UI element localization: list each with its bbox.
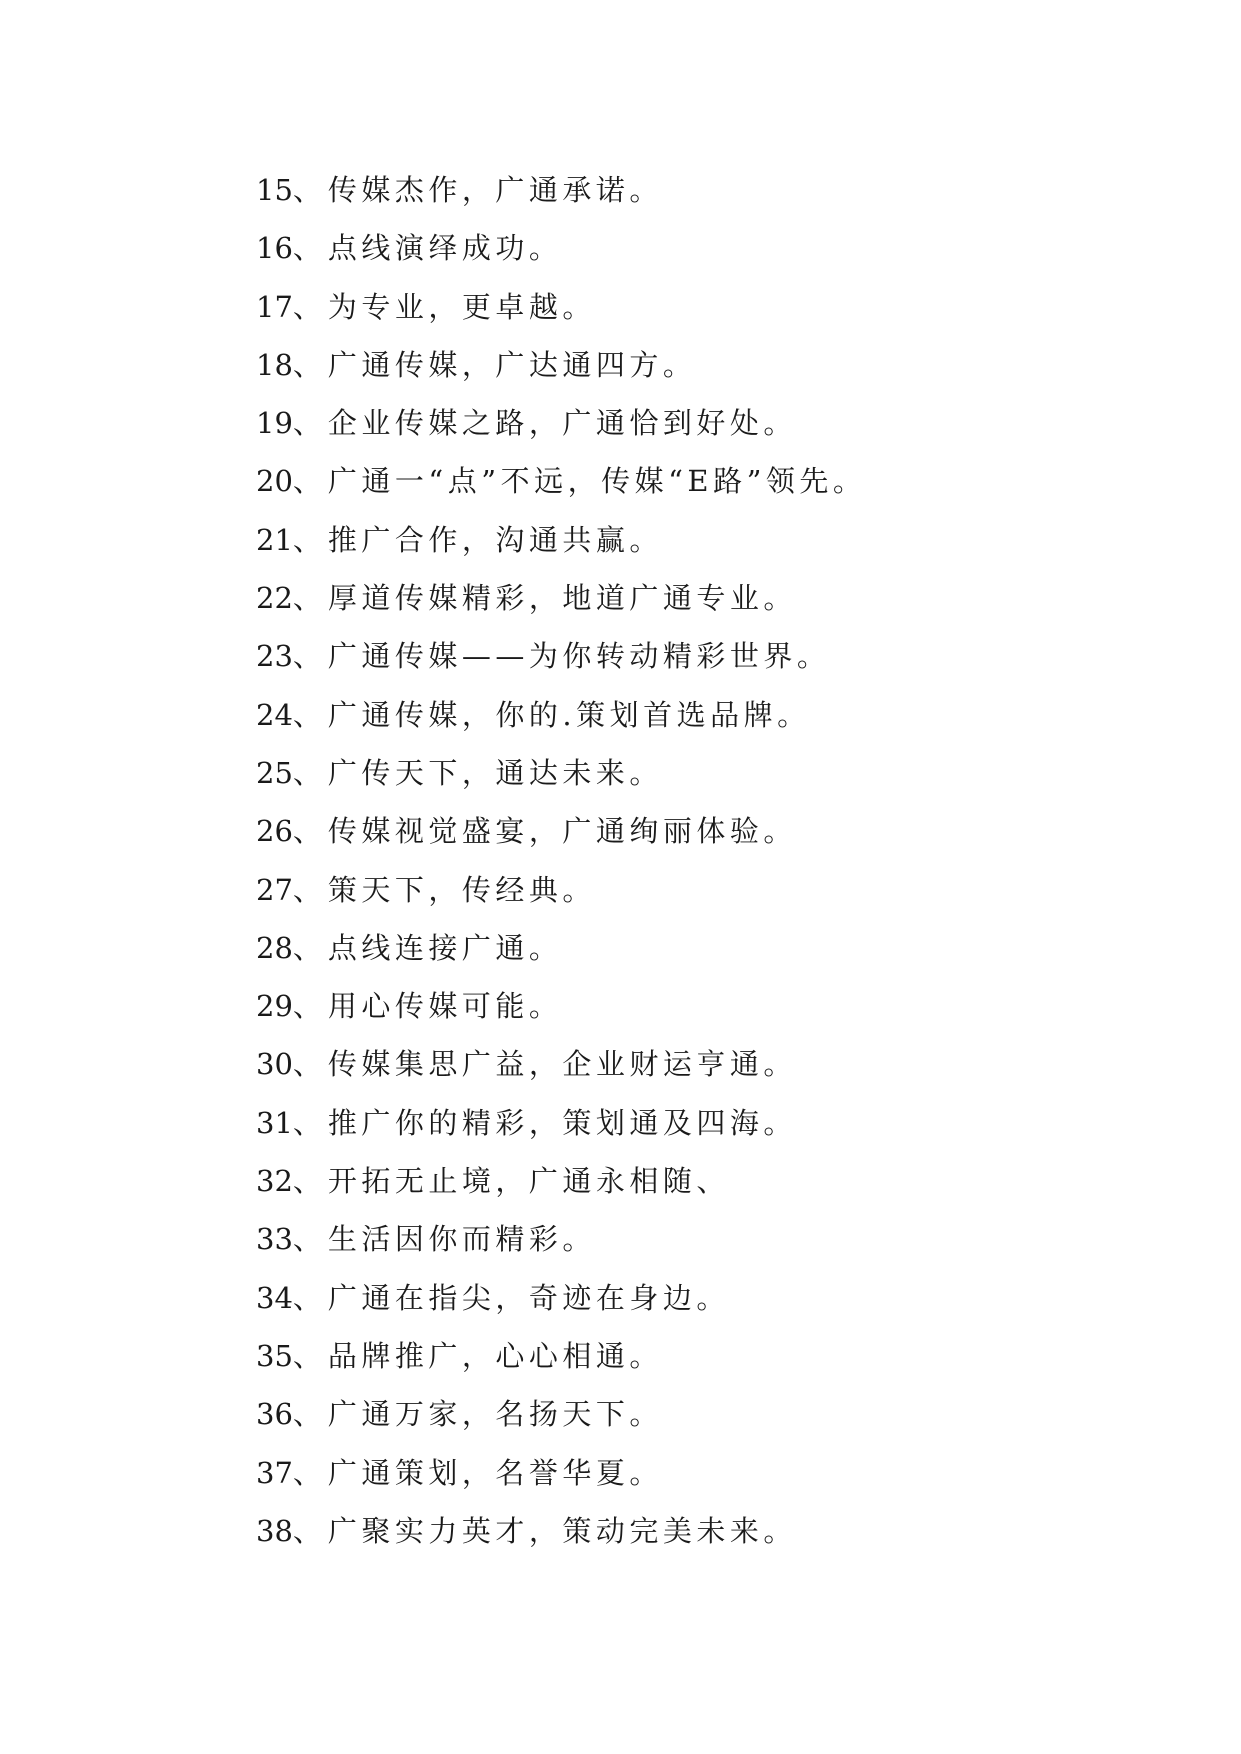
item-separator: 、 (292, 231, 322, 266)
item-separator: 、 (292, 814, 322, 849)
item-separator: 、 (292, 697, 322, 732)
item-separator: 、 (292, 406, 322, 441)
item-text: 策天下，传经典。 (327, 872, 596, 907)
item-number: 24 (256, 697, 293, 732)
item-number: 29 (256, 989, 293, 1024)
item-text: 厚道传媒精彩，地道广通专业。 (327, 581, 797, 616)
list-item (256, 278, 1156, 336)
list-item (256, 219, 1156, 277)
item-number: 23 (256, 639, 293, 674)
list-item (256, 1094, 1156, 1152)
list-item (256, 569, 1156, 627)
item-text: 广传天下，通达未来。 (327, 755, 663, 790)
item-separator: 、 (292, 1222, 322, 1257)
item-text: 传媒视觉盛宴，广通绚丽体验。 (327, 814, 797, 849)
item-separator: 、 (292, 347, 322, 382)
item-number: 27 (256, 872, 293, 907)
item-number: 20 (256, 464, 293, 499)
item-separator: 、 (292, 1047, 322, 1082)
item-text: 传媒集思广益，企业财运亨通。 (327, 1047, 797, 1082)
item-separator: 、 (292, 930, 322, 965)
item-number: 18 (256, 347, 293, 382)
item-number: 30 (256, 1047, 293, 1082)
item-number: 34 (256, 1280, 293, 1315)
item-separator: 、 (292, 1280, 322, 1315)
item-text: 广通一“点”不远，传媒“E路”领先。 (327, 464, 867, 499)
item-number: 31 (256, 1105, 293, 1140)
item-number: 37 (256, 1455, 293, 1490)
list-item (256, 336, 1156, 394)
list-item (256, 1210, 1156, 1268)
item-text: 广通策划，名誉华夏。 (327, 1455, 663, 1490)
item-text: 广通万家，名扬天下。 (327, 1397, 663, 1432)
list-item (256, 1327, 1156, 1385)
item-text: 广通传媒——为你转动精彩世界。 (327, 639, 831, 674)
list-item (256, 802, 1156, 860)
item-separator: 、 (292, 989, 322, 1024)
item-text: 广通在指尖，奇迹在身边。 (327, 1280, 730, 1315)
item-text: 开拓无止境，广通永相随、 (327, 1164, 730, 1199)
item-text: 品牌推广，心心相通。 (327, 1338, 663, 1373)
item-text: 生活因你而精彩。 (327, 1222, 596, 1257)
item-text: 广通传媒，广达通四方。 (327, 347, 697, 382)
list-item (256, 1269, 1156, 1327)
item-text: 广通传媒，你的.策划首选品牌。 (327, 697, 811, 732)
item-number: 22 (256, 581, 293, 616)
item-separator: 、 (292, 1513, 322, 1548)
item-separator: 、 (292, 1105, 322, 1140)
item-number: 32 (256, 1164, 293, 1199)
item-separator: 、 (292, 464, 322, 499)
item-separator: 、 (292, 872, 322, 907)
item-number: 25 (256, 755, 293, 790)
item-text: 推广合作，沟通共赢。 (327, 522, 663, 557)
item-separator: 、 (292, 581, 322, 616)
list-item (256, 1035, 1156, 1093)
item-separator: 、 (292, 639, 322, 674)
item-separator: 、 (292, 1164, 322, 1199)
list-item (256, 1444, 1156, 1502)
item-text: 点线连接广通。 (327, 930, 563, 965)
item-text: 广聚实力英才，策动完美未来。 (327, 1513, 797, 1548)
item-text: 为专业，更卓越。 (327, 289, 596, 324)
item-text: 推广你的精彩，策划通及四海。 (327, 1105, 797, 1140)
item-number: 21 (256, 522, 293, 557)
item-number: 36 (256, 1397, 293, 1432)
item-separator: 、 (292, 522, 322, 557)
item-number: 17 (256, 289, 293, 324)
list-item (256, 511, 1156, 569)
item-separator: 、 (292, 755, 322, 790)
item-number: 35 (256, 1338, 293, 1373)
list-item (256, 861, 1156, 919)
list-item (256, 744, 1156, 802)
item-separator: 、 (292, 1397, 322, 1432)
item-number: 26 (256, 814, 293, 849)
item-text: 企业传媒之路，广通恰到好处。 (327, 406, 797, 441)
list-item (256, 977, 1156, 1035)
list-item (256, 686, 1156, 744)
list-item (256, 394, 1156, 452)
item-number: 16 (256, 231, 293, 266)
item-separator: 、 (292, 1455, 322, 1490)
item-number: 33 (256, 1222, 293, 1257)
list-item (256, 452, 1156, 510)
item-separator: 、 (292, 173, 322, 207)
list-item (256, 161, 1156, 219)
item-number: 19 (256, 406, 293, 441)
list-item (256, 1502, 1156, 1560)
list-item (256, 1385, 1156, 1443)
item-text: 传媒杰作，广通承诺。 (327, 173, 663, 207)
item-text: 点线演绎成功。 (327, 231, 563, 266)
item-number: 38 (256, 1513, 293, 1548)
item-number: 28 (256, 930, 293, 965)
slogan-list (256, 161, 1156, 1560)
item-text: 用心传媒可能。 (327, 989, 563, 1024)
item-separator: 、 (292, 1338, 322, 1373)
list-item (256, 1152, 1156, 1210)
list-item (256, 627, 1156, 685)
list-item (256, 919, 1156, 977)
item-number: 15 (256, 173, 293, 207)
item-separator: 、 (292, 289, 322, 324)
